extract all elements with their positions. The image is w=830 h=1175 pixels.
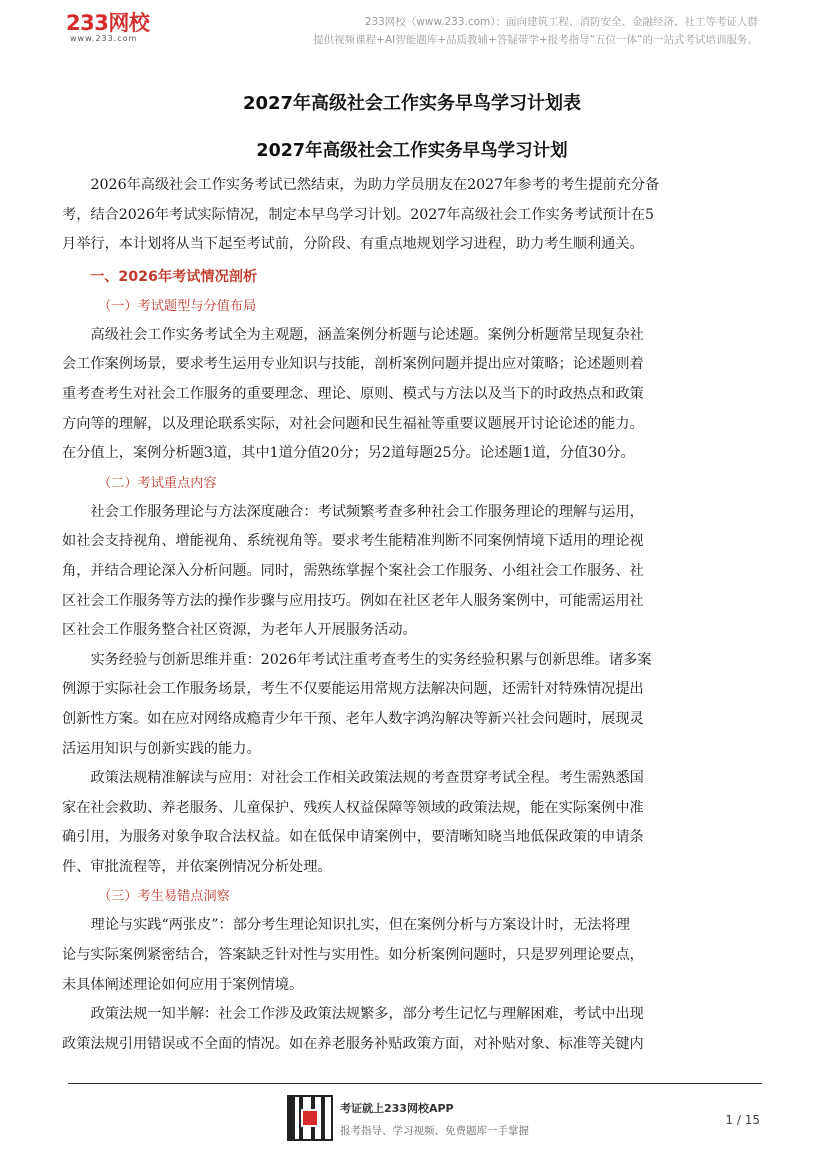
logo-url: www.233.com — [70, 34, 138, 43]
text-line: 如社会支持视角、增能视角、系统视角等。要求考生能精准判断不同案例情境下适用的理论视 — [62, 533, 644, 550]
paragraph-policy-misunderstanding — [62, 1000, 762, 1059]
text-line: 活运用知识与创新实践的能力。 — [62, 740, 261, 757]
paragraph-theory-practice-gap — [62, 911, 762, 1000]
text-line: 重考查考生对社会工作服务的重要理念、理论、原则、模式与方法以及当下的时政热点和政策 — [62, 385, 644, 402]
paragraph-question-types — [62, 321, 762, 469]
qr-logo-icon — [301, 1109, 319, 1127]
text-line: 例源于实际社会工作服务场景，考生不仅要能运用常规方法解决问题，还需针对特殊情况提出 — [62, 681, 644, 698]
paragraph-policy — [62, 764, 762, 882]
subsection-heading-2: （二）考试重点内容 — [98, 475, 217, 491]
text-line: 2026年高级社会工作实务考试已然结束，为助力学员朋友在2027年参考的考生提前充分备 — [90, 177, 660, 193]
text-line: 在分值上，案例分析题3道，其中1道分值20分；另2道每题25分。论述题1道，分值30分。 — [62, 445, 635, 462]
text-line: 会工作案例场景，要求考生运用专业知识与技能，剖析案例问题并提出应对策略；论述题则着 — [62, 356, 644, 373]
page-number: 1 / 15 — [725, 1113, 760, 1127]
logo[interactable] — [66, 12, 149, 44]
header-line-1: 233网校（www.233.com）：面向建筑工程、消防安全、金融经济、社工等考证人群 — [364, 16, 758, 28]
page-header — [0, 0, 830, 52]
footer-app-title: 考证就上233网校APP — [340, 1102, 454, 1115]
logo-text: 233网校 — [66, 11, 150, 35]
header-line-2: 提供视频课程+AI智能题库+品质教辅+答疑带学+报考指导“五位一体”的一站式考试培训服务。 — [313, 34, 758, 46]
text-line: 区社会工作服务等方法的操作步骤与应用技巧。例如在社区老年人服务案例中，可能需运用社 — [62, 592, 644, 609]
text-line: 件、审批流程等，并依案例情况分析处理。 — [62, 858, 332, 875]
qr-code-icon[interactable] — [287, 1095, 333, 1141]
text-line: 角，并结合理论深入分析问题。同时，需熟练掌握个案社会工作服务、小组社会工作服务、社 — [62, 562, 644, 579]
text-line: 理论与实践“两张皮”：部分考生理论知识扎实，但在案例分析与方案设计时，无法将理 — [90, 917, 630, 934]
text-line: 实务经验与创新思维并重：2026年考试注重考查考生的实务经验积累与创新思维。诸多案 — [90, 651, 652, 668]
text-line: 未具体阐述理论如何应用于案例情境。 — [62, 976, 304, 993]
intro-paragraph — [62, 171, 762, 260]
document-subtitle: 2027年高级社会工作实务早鸟学习计划 — [256, 141, 568, 161]
footer-app-subtitle: 报考指导、学习视频、免费题库一手掌握 — [340, 1125, 529, 1137]
text-line: 政策法规精准解读与应用：对社会工作相关政策法规的考查贯穿考试全程。考生需熟悉国 — [90, 770, 644, 787]
text-line: 家在社会救助、养老服务、儿童保护、残疾人权益保障等领域的政策法规，能在实际案例中准 — [62, 799, 644, 816]
footer-divider — [68, 1083, 762, 1084]
text-line: 区社会工作服务整合社区资源，为老年人开展服务活动。 — [62, 622, 417, 639]
document-title: 2027年高级社会工作实务早鸟学习计划表 — [242, 93, 582, 114]
text-line: 方向等的理解，以及理论联系实际，对社会问题和民生福祉等重要议题展开讨论论述的能力。 — [62, 415, 644, 432]
text-line: 论与实际案例紧密结合，答案缺乏针对性与实用性。如分析案例问题时，只是罗列理论要点， — [62, 947, 644, 964]
text-line: 确引用，为服务对象争取合法权益。如在低保申请案例中，要清晰知晓当地低保政策的申请条 — [62, 829, 644, 846]
text-line: 月举行，本计划将从当下起至考试前，分阶段、有重点地规划学习进程，助力考生顺利通关。 — [62, 236, 644, 253]
header-tagline — [313, 13, 758, 49]
subsection-heading-1: （一）考试题型与分值布局 — [98, 298, 257, 314]
paragraph-practice-innovation — [62, 646, 762, 764]
text-line: 政策法规引用错误或不全面的情况。如在养老服务补贴政策方面，对补贴对象、标准等关键内 — [62, 1035, 644, 1052]
paragraph-theory-methods — [62, 498, 762, 646]
section-heading-1: 一、2026年考试情况剖析 — [90, 268, 258, 285]
text-line: 社会工作服务理论与方法深度融合：考试频繁考查多种社会工作服务理论的理解与运用， — [90, 503, 644, 520]
text-line: 考，结合2026年考试实际情况，制定本早鸟学习计划。2027年高级社会工作实务考试预计在5 — [62, 206, 654, 223]
text-line: 政策法规一知半解：社会工作涉及政策法规繁多，部分考生记忆与理解困难，考试中出现 — [90, 1006, 644, 1023]
document-body — [62, 90, 762, 1059]
text-line: 高级社会工作实务考试全为主观题，涵盖案例分析题与论述题。案例分析题常呈现复杂社 — [90, 326, 644, 343]
subsection-heading-3: （三）考生易错点洞察 — [98, 889, 230, 905]
text-line: 创新性方案。如在应对网络成瘾青少年干预、老年人数字鸿沟解决等新兴社会问题时，展现灵 — [62, 710, 644, 727]
